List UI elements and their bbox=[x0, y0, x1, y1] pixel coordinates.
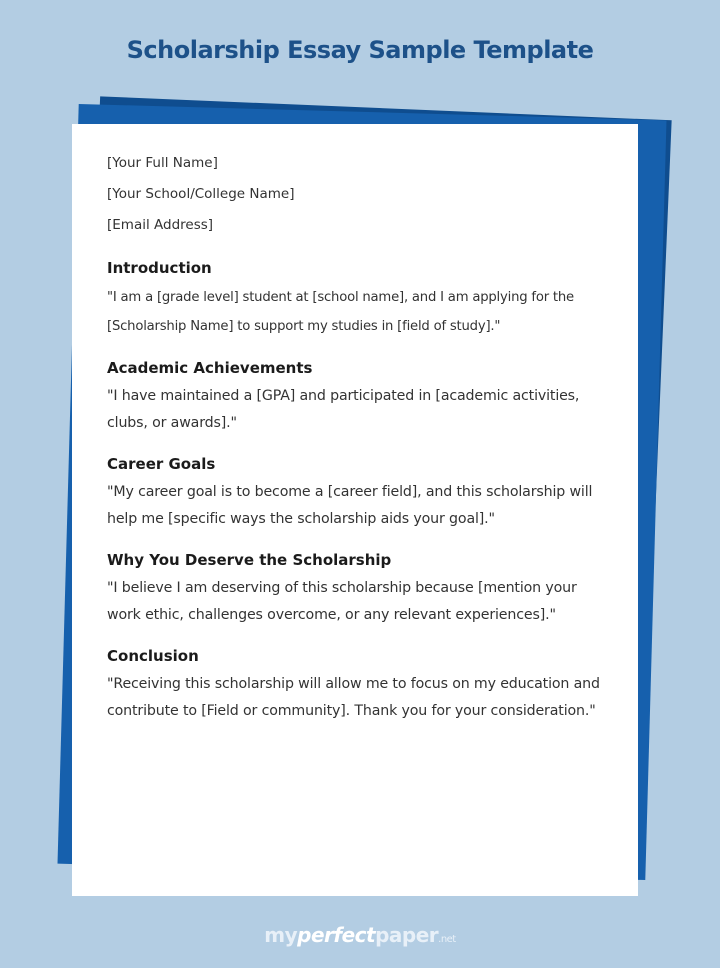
full-name-placeholder: [Your Full Name] bbox=[107, 155, 218, 171]
brand-suffix: paper bbox=[375, 923, 439, 947]
section-heading: Academic Achievements bbox=[107, 359, 313, 377]
section-heading: Introduction bbox=[107, 259, 212, 277]
email-placeholder: [Email Address] bbox=[107, 217, 214, 233]
brand-middle: perfect bbox=[297, 923, 376, 947]
section-heading: Why You Deserve the Scholarship bbox=[107, 551, 392, 569]
section-body: "My career goal is to become a [career field], and this scholarship will help me [specific ways the scholarship aids your goal]." bbox=[107, 484, 593, 527]
section-heading: Career Goals bbox=[107, 455, 216, 473]
section-conclusion bbox=[107, 643, 604, 725]
section-academic-achievements bbox=[107, 355, 604, 437]
school-name-placeholder: [Your School/College Name] bbox=[107, 186, 295, 202]
brand-prefix: my bbox=[264, 923, 298, 947]
page-title: Scholarship Essay Sample Template bbox=[126, 36, 594, 64]
section-body: "I have maintained a [GPA] and participated in [academic activities, clubs, or awards]." bbox=[107, 388, 580, 431]
section-body: "I am a [grade level] student at [school name], and I am applying for the [Scholarship Name] to support my studies in [field of study]." bbox=[107, 290, 574, 334]
section-introduction bbox=[107, 255, 604, 341]
section-career-goals bbox=[107, 451, 604, 533]
brand-tld: .net bbox=[438, 934, 456, 945]
template-paper bbox=[72, 124, 638, 896]
section-body: "Receiving this scholarship will allow me to focus on my education and contribute to [Field or community]. Thank you for your consideration." bbox=[107, 676, 600, 719]
section-body: "I believe I am deserving of this scholarship because [mention your work ethic, challenges overcome, or any relevant experiences]." bbox=[107, 580, 577, 623]
section-why-you-deserve bbox=[107, 547, 604, 629]
section-heading: Conclusion bbox=[107, 647, 199, 665]
header-block bbox=[107, 148, 604, 241]
brand-logo bbox=[0, 923, 720, 947]
